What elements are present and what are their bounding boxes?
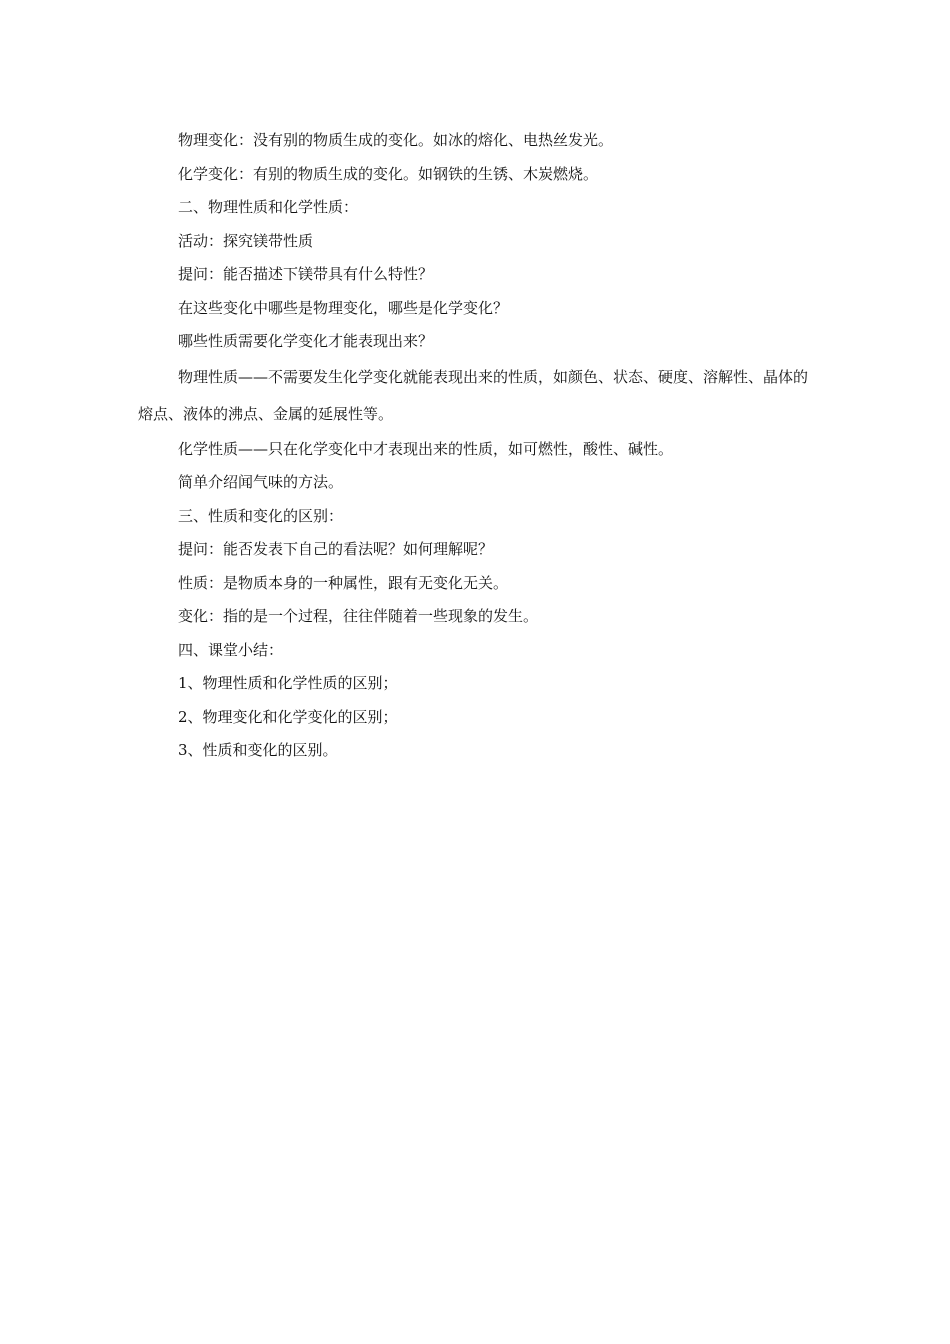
paragraph-property-definition: 性质：是物质本身的一种属性，跟有无变化无关。 <box>178 573 509 592</box>
section-heading-summary: 四、课堂小结： <box>178 640 284 659</box>
document-body <box>138 124 810 768</box>
paragraph-physical-change: 物理变化：没有别的物质生成的变化。如冰的熔化、电热丝发光。 <box>178 131 614 149</box>
paragraph-chemical-change: 化学变化：有别的物质生成的变化。如钢铁的生锈、木炭燃烧。 <box>178 164 599 183</box>
summary-item-1: 1、物理性质和化学性质的区别； <box>178 674 398 692</box>
paragraph-question-changes: 在这些变化中哪些是物理变化，哪些是化学变化？ <box>178 298 509 317</box>
paragraph-question-properties: 哪些性质需要化学变化才能表现出来？ <box>178 332 434 350</box>
section-heading-properties: 二、物理性质和化学性质： <box>178 198 359 216</box>
paragraph-physical-property: 物理性质——不需要发生化学变化就能表现出来的性质，如颜色、状态、硬度、溶解性、晶体的熔点、液体的沸点、金属的延展性等。 <box>138 367 809 423</box>
paragraph-question-magnesium: 提问：能否描述下镁带具有什么特性？ <box>178 265 434 283</box>
paragraph-change-definition: 变化：指的是一个过程，往往伴随着一些现象的发生。 <box>178 607 539 625</box>
summary-item-3: 3、性质和变化的区别。 <box>178 741 338 759</box>
section-heading-difference: 三、性质和变化的区别： <box>178 506 344 525</box>
paragraph-question-opinion: 提问：能否发表下自己的看法呢？如何理解呢？ <box>178 540 494 558</box>
paragraph-smell-method: 简单介绍闻气味的方法。 <box>178 473 344 491</box>
paragraph-activity: 活动：探究镁带性质 <box>178 231 314 250</box>
summary-item-2: 2、物理变化和化学变化的区别； <box>178 707 398 726</box>
paragraph-chemical-property: 化学性质——只在化学变化中才表现出来的性质，如可燃性，酸性、碱性。 <box>178 439 674 458</box>
